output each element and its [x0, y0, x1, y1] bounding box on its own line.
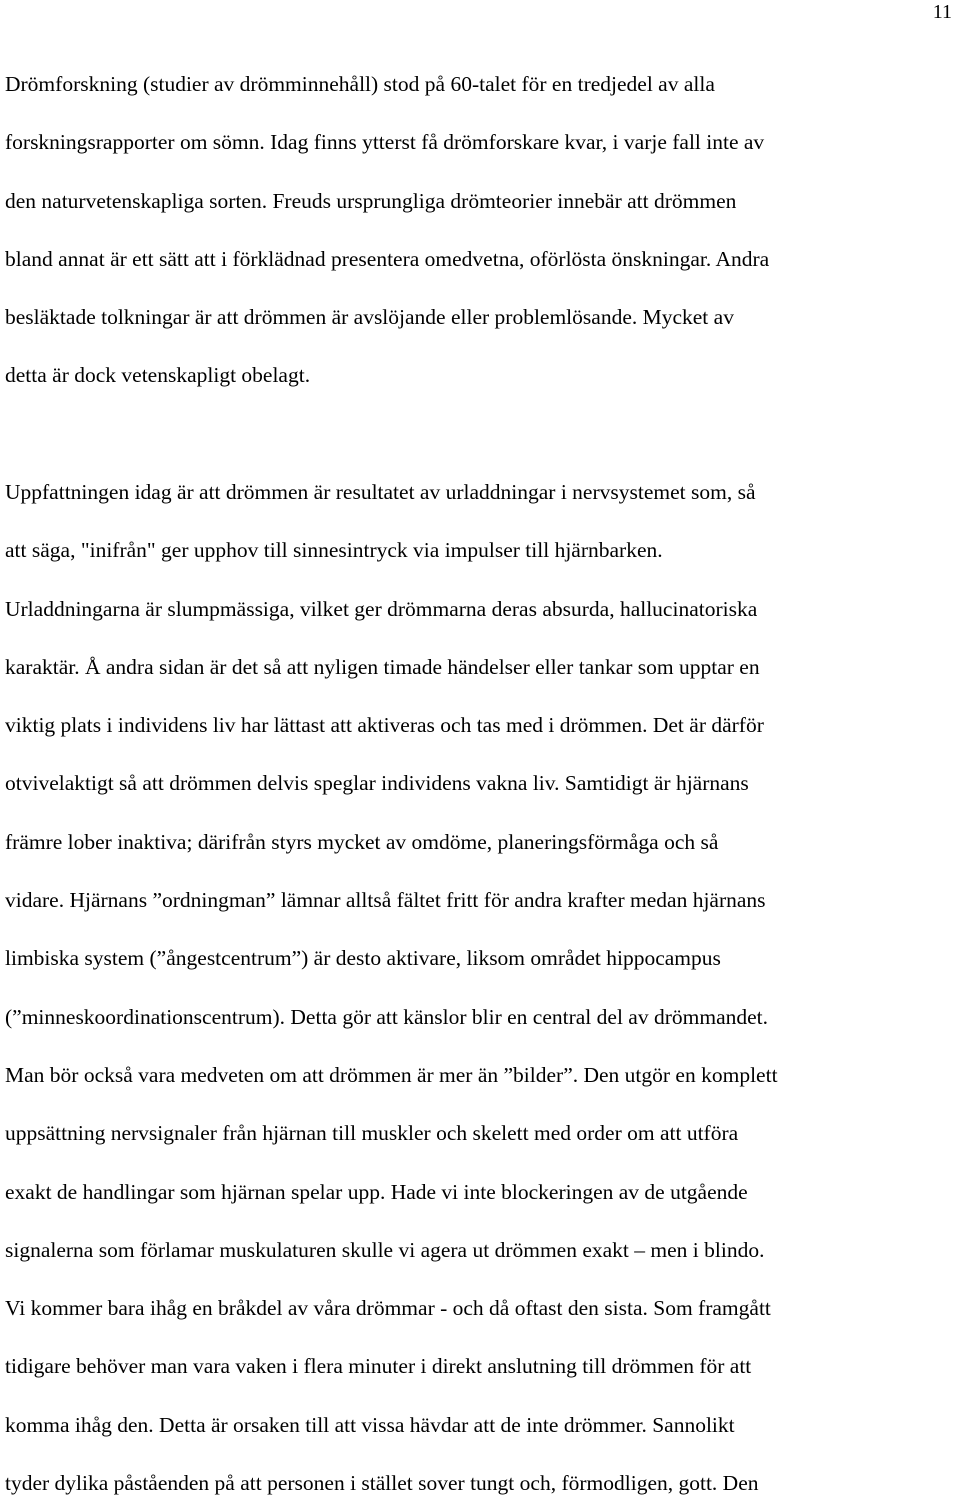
paragraph-2	[5, 463, 955, 1512]
page-number: 11	[932, 1, 952, 23]
text-line: uppsättning nervsignaler från hjärnan till muskler och skelett med order om att utföra	[5, 1121, 739, 1146]
text-line: komma ihåg den. Detta är orsaken till att vissa hävdar att de inte drömmer. Sannolikt	[5, 1412, 735, 1437]
text-line: signalerna som förlamar muskulaturen skulle vi agera ut drömmen exakt – men i blindo.	[5, 1237, 765, 1262]
text-line: främre lober inaktiva; därifrån styrs mycket av omdöme, planeringsförmåga och så	[5, 829, 719, 854]
paragraph-1	[5, 55, 955, 405]
text-line: detta är dock vetenskapligt obelagt.	[5, 363, 311, 388]
text-line: Man bör också vara medveten om att drömmen är mer än ”bilder”. Den utgör en komplett	[5, 1062, 778, 1087]
text-line: tyder dylika påståenden på att personen i stället sover tungt och, förmodligen, gott. Den	[5, 1471, 759, 1496]
text-line: Urladdningarna är slumpmässiga, vilket ger drömmarna deras absurda, hallucinatoriska	[5, 596, 758, 621]
text-line: otvivelaktigt så att drömmen delvis speglar individens vakna liv. Samtidigt är hjärnans	[5, 771, 749, 796]
text-line: besläktade tolkningar är att drömmen är avslöjande eller problemlösande. Mycket av	[5, 305, 734, 330]
text-line: (”minneskoordinationscentrum). Detta gör att känslor blir en central del av drömmandet.	[5, 1004, 769, 1029]
text-line: Uppfattningen idag är att drömmen är resultatet av urladdningar i nervsystemet som, så	[5, 480, 756, 504]
text-line: Vi kommer bara ihåg en bråkdel av våra drömmar - och då oftast den sista. Som framgått	[5, 1296, 771, 1321]
text-line: bland annat är ett sätt att i förklädnad presentera omedvetna, oförlösta önskningar. Andra	[5, 246, 770, 271]
text-line: limbiska system (”ångestcentrum”) är desto aktivare, liksom området hippocampus	[5, 946, 721, 971]
text-line: att säga, "inifrån" ger upphov till sinnesintryck via impulser till hjärnbarken.	[5, 538, 663, 563]
text-line: vidare. Hjärnans ”ordningman” lämnar alltså fältet fritt för andra krafter medan hjärnans	[5, 888, 766, 913]
text-line: tidigare behöver man vara vaken i flera minuter i direkt anslutning till drömmen för att	[5, 1354, 752, 1379]
text-line: karaktär. Å andra sidan är det så att nyligen timade händelser eller tankar som upptar en	[5, 654, 760, 679]
text-line: den naturvetenskapliga sorten. Freuds ursprungliga drömteorier innebär att drömmen	[5, 188, 737, 213]
text-line: exakt de handlingar som hjärnan spelar upp. Hade vi inte blockeringen av de utgående	[5, 1179, 748, 1204]
text-line: viktig plats i individens liv har lättast att aktiveras och tas med i drömmen. Det är därför	[5, 713, 764, 738]
text-line: forskningsrapporter om sömn. Idag finns ytterst få drömforskare kvar, i varje fall inte av	[5, 130, 765, 155]
text-line: Drömforskning (studier av drömminnehåll) stod på 60-talet för en tredjedel av alla	[5, 72, 715, 96]
